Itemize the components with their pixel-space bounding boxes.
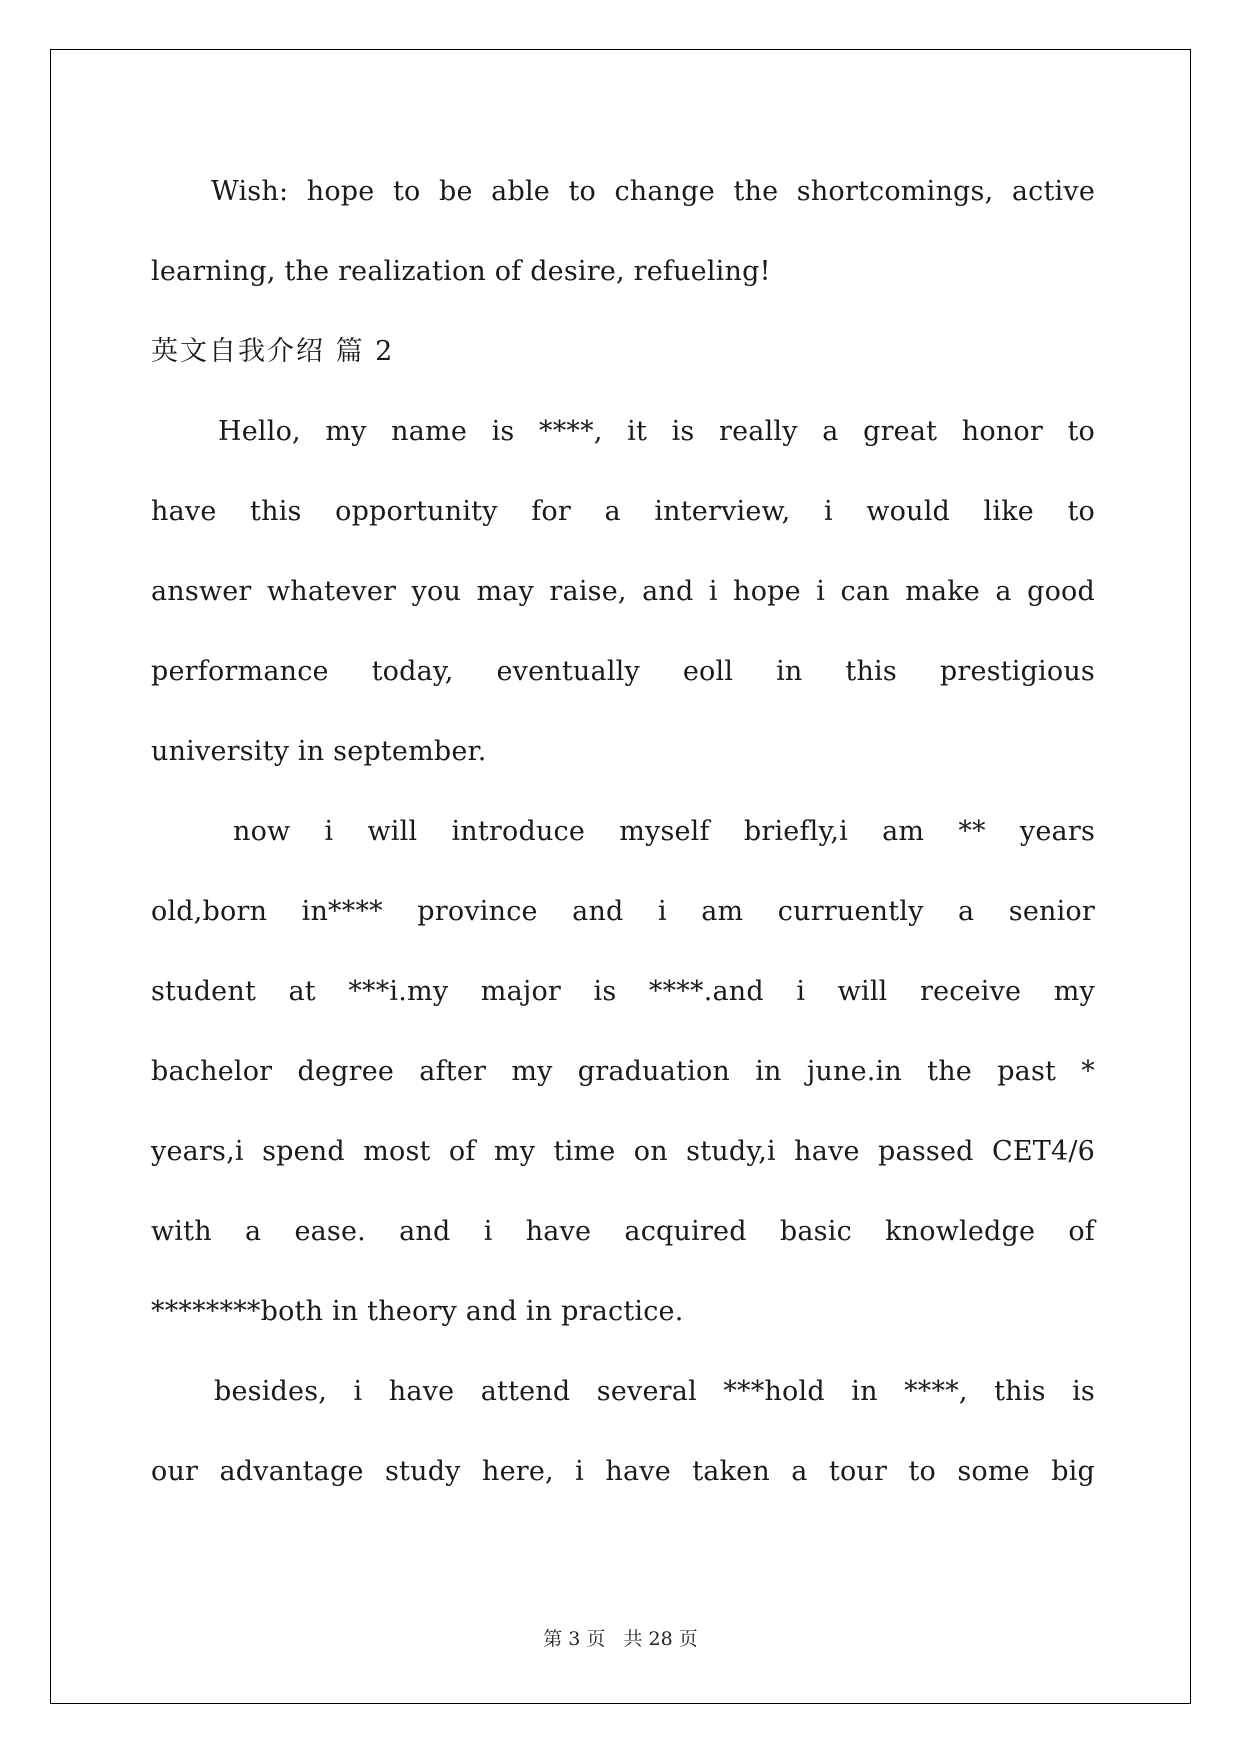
paragraph-line: Hello, my name is ****, it is really a great honor to [218,416,1095,447]
paragraph-line: student at ***i.my major is ****.and i will receive my [151,976,1095,1007]
paragraph-line: bachelor degree after my graduation in june.in the past * [151,1056,1095,1087]
paragraph-line: learning, the realization of desire, refueling! [151,256,771,287]
paragraph-line: besides, i have attend several ***hold in ****, this is [214,1376,1095,1407]
paragraph-line: have this opportunity for a interview, i would like to [151,496,1095,527]
paragraph-line: ********both in theory and in practice. [151,1296,684,1327]
paragraph-line: university in september. [151,736,487,767]
paragraph-line: performance today, eventually eoll in this prestigious [151,656,1095,687]
paragraph-line: Wish: hope to be able to change the shortcomings, active [211,176,1095,207]
paragraph-line: with a ease. and i have acquired basic knowledge of [151,1216,1095,1247]
paragraph-line: years,i spend most of my time on study,i have passed CET4/6 [151,1136,1095,1167]
page-number-footer: 第 3 页 共 28 页 [543,1628,698,1650]
paragraph-line: now i will introduce myself briefly,i am ** years [233,816,1095,847]
paragraph-line: our advantage study here, i have taken a tour to some big [151,1456,1095,1487]
paragraph-line: answer whatever you may raise, and i hope i can make a good [151,576,1095,607]
section-heading: 英文自我介绍 篇 2 [151,336,395,367]
paragraph-line: old,born in**** province and i am curruently a senior [151,896,1095,927]
